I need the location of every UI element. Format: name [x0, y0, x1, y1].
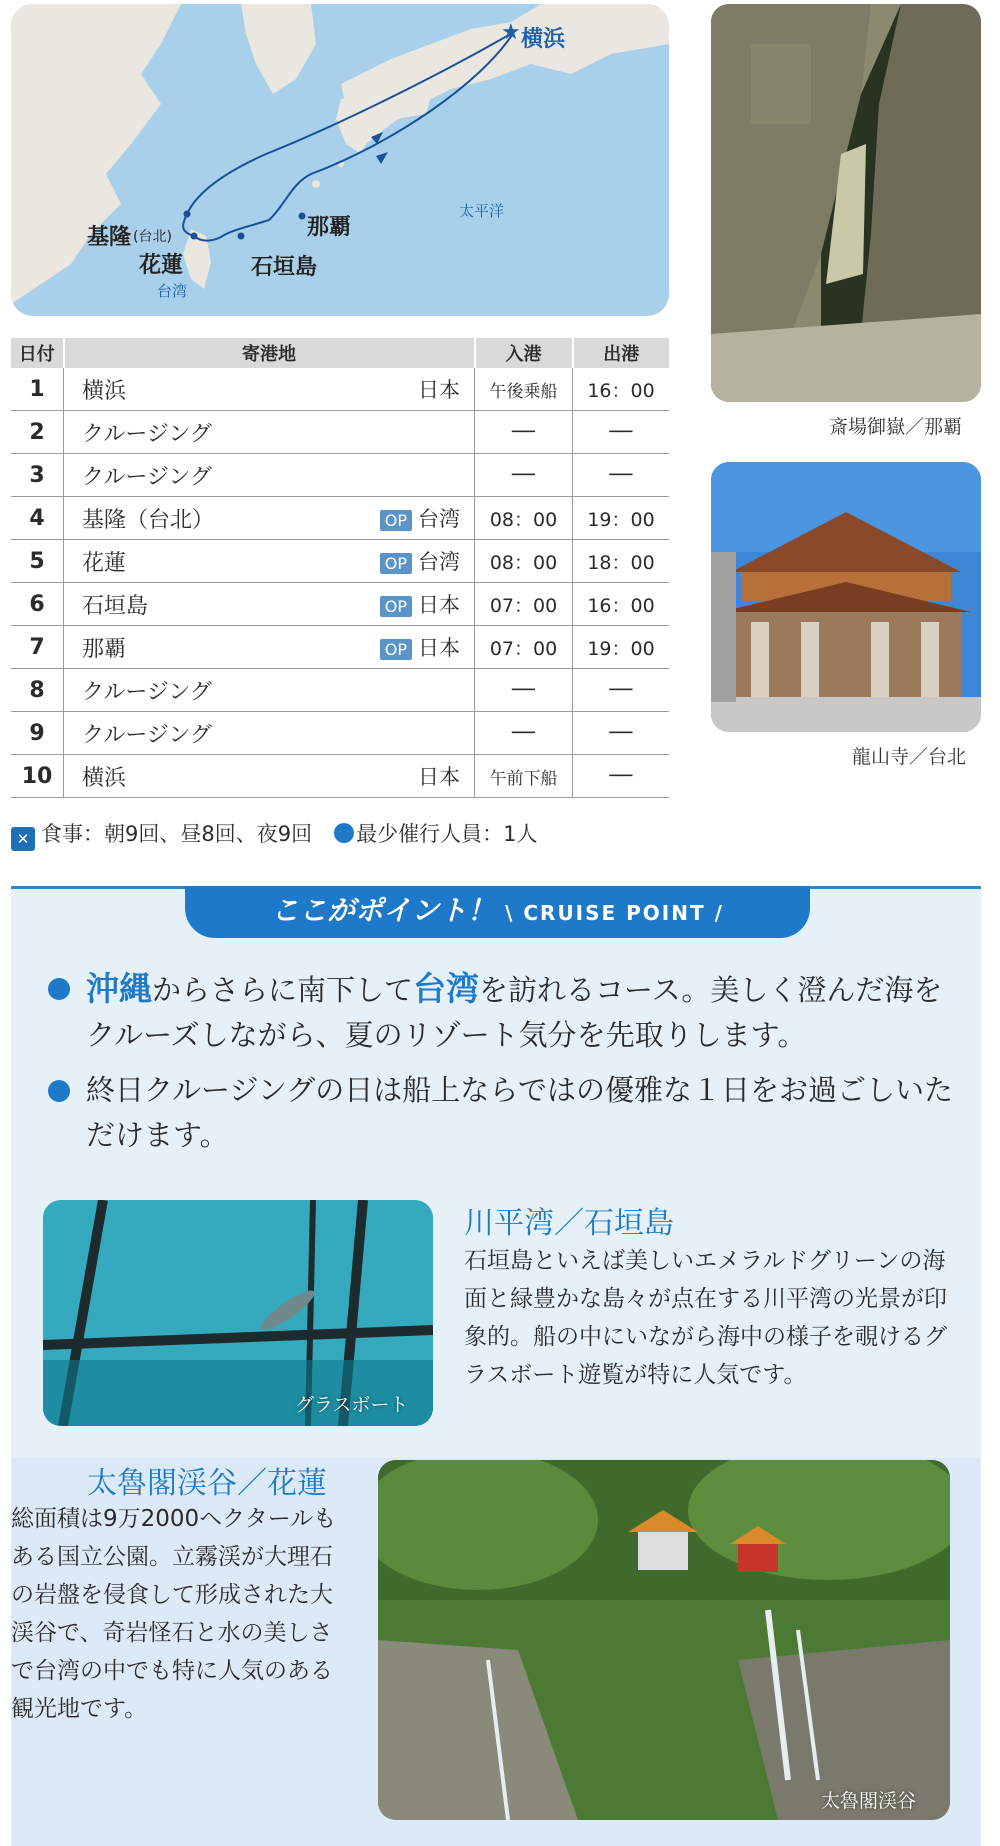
country-name: 日本: [418, 636, 460, 660]
map-label-yokohama: 横浜: [521, 27, 566, 52]
map-graphic: [11, 4, 669, 316]
port-name: クルージング: [82, 679, 212, 705]
depart-cell: 18：00: [573, 540, 670, 583]
table-row: [11, 411, 669, 454]
country: [380, 503, 460, 533]
arrive-cell: 午前下船: [475, 755, 573, 798]
day-cell: 2: [11, 411, 64, 454]
port-cell: [64, 583, 475, 626]
port-name: 花蓮: [82, 550, 127, 576]
port-cell: [64, 540, 475, 583]
longshan-temple-image: [711, 462, 981, 732]
tour-notes: [11, 818, 537, 851]
port-name: クルージング: [82, 722, 212, 748]
map-label-pacific: 太平洋: [459, 202, 505, 220]
header-port: 寄港地: [64, 338, 475, 368]
map-label-hualien: 花蓮: [139, 253, 184, 278]
day-cell: 6: [11, 583, 64, 626]
port-cell: [64, 712, 475, 755]
taroko-caption: 太魯閣渓谷: [821, 1790, 917, 1812]
day-cell: 9: [11, 712, 64, 755]
table-header-row: [11, 338, 669, 368]
bullet-text-part: を訪れるコース。美しく澄んだ海をクルーズしながら、夏のリゾート気分を先取りします。: [86, 973, 943, 1052]
port-cell: [64, 669, 475, 712]
sefa-utaki-image: [711, 4, 981, 402]
min-people-text: 最少催行人員：1人: [356, 822, 538, 846]
depart-cell: 19：00: [573, 497, 670, 540]
highlight-okinawa: 沖縄: [86, 969, 152, 1008]
op-badge: OP: [380, 596, 412, 617]
port-name: クルージング: [82, 464, 212, 490]
map-label-keelung: 基隆: [87, 225, 132, 250]
port-cell: [64, 454, 475, 497]
op-badge: OP: [380, 510, 412, 531]
table-row: [11, 712, 669, 755]
bullet-icon: [48, 1080, 70, 1102]
day-cell: 10: [11, 755, 64, 798]
arrive-cell: ──: [475, 411, 573, 454]
heading-jp: ここがポイント！: [271, 894, 496, 927]
map-star-icon: ★: [501, 20, 521, 45]
country-name: 日本: [418, 593, 460, 617]
op-badge: OP: [380, 639, 412, 660]
header-day: 日付: [11, 338, 64, 368]
port-cell: [64, 497, 475, 540]
longshan-temple-caption: 龍山寺／台北: [852, 746, 967, 768]
map-label-ishigaki: 石垣島: [251, 255, 318, 280]
depart-cell: 16：00: [573, 583, 670, 626]
port-cell: [64, 411, 475, 454]
taroko-photo: [378, 1460, 950, 1820]
arrive-cell: 07：00: [475, 626, 573, 669]
bullet-text: 終日クルージングの日は船上ならではの優雅な１日をお過ごしいただけます。: [86, 1073, 953, 1152]
op-badge: OP: [380, 553, 412, 574]
table-row: [11, 454, 669, 497]
depart-cell: 16：00: [573, 368, 670, 411]
table-row: [11, 626, 669, 669]
port-cell: [64, 626, 475, 669]
meals-text: 食事：朝9回、昼8回、夜9回: [41, 822, 313, 846]
day-cell: 8: [11, 669, 64, 712]
header-arrive: 入港: [475, 338, 573, 368]
depart-cell: ──: [573, 712, 670, 755]
port-name: 横浜: [82, 765, 127, 791]
taroko-image: [378, 1460, 950, 1820]
arrive-cell: 08：00: [475, 497, 573, 540]
arrive-cell: 07：00: [475, 583, 573, 626]
port-name: 基隆（台北）: [82, 507, 215, 533]
country: [380, 632, 460, 662]
header-depart: 出港: [573, 338, 670, 368]
cruise-point-heading: [185, 886, 810, 938]
arrive-cell: 08：00: [475, 540, 573, 583]
table-row: [11, 583, 669, 626]
bullet-icon: [48, 978, 70, 1000]
route-map: [11, 4, 669, 316]
country: [380, 546, 460, 576]
port-name: 横浜: [82, 378, 127, 404]
glass-boat-caption: グラスボート: [295, 1394, 409, 1416]
day-cell: 3: [11, 454, 64, 497]
table-row: [11, 669, 669, 712]
day-cell: 5: [11, 540, 64, 583]
day-cell: 4: [11, 497, 64, 540]
port-name: クルージング: [82, 421, 212, 447]
point-bullet-2: [48, 1068, 953, 1158]
itinerary-table: [11, 338, 669, 798]
kabira-title: 川平湾／石垣島: [464, 1206, 674, 1241]
map-label-keelung-sub: (台北): [133, 229, 172, 245]
heading-en: \ CRUISE POINT /: [505, 901, 724, 925]
country-name: 台湾: [418, 550, 460, 574]
country: 日本: [418, 765, 460, 789]
depart-cell: ──: [573, 669, 670, 712]
table-row: [11, 540, 669, 583]
depart-cell: ──: [573, 454, 670, 497]
bullet-icon: [334, 823, 354, 843]
arrive-cell: ──: [475, 454, 573, 497]
arrive-cell: ──: [475, 669, 573, 712]
day-cell: 1: [11, 368, 64, 411]
table-row: [11, 497, 669, 540]
map-label-naha: 那覇: [307, 215, 352, 240]
port-cell: [64, 755, 475, 798]
taroko-body: 総面積は9万2000ヘクタールもある国立公園。立霧渓が大理石の岩盤を侵食して形成された大渓谷で、奇岩怪石と水の美しさで台湾の中でも特に人気のある観光地です。: [11, 1506, 337, 1722]
taroko-title: 太魯閣渓谷／花蓮: [87, 1466, 327, 1501]
bullet-text-part: からさらに南下して: [152, 973, 414, 1007]
day-cell: 7: [11, 626, 64, 669]
country: 日本: [418, 378, 460, 402]
kabira-body: 石垣島といえば美しいエメラルドグリーンの海面と緑豊かな島々が点在する川平湾の光景が印象的。船の中にいながら海中の様子を覗けるグラスボート遊覧が特に人気です。: [464, 1248, 947, 1388]
longshan-temple-photo: [711, 462, 981, 732]
map-label-taiwan: 台湾: [157, 282, 188, 300]
table-row: [11, 755, 669, 798]
bullet-text: [48, 966, 953, 1058]
port-cell: [64, 368, 475, 411]
depart-cell: ──: [573, 411, 670, 454]
point-bullet-1: [48, 966, 953, 1058]
sefa-utaki-photo: [711, 4, 981, 402]
port-name: 石垣島: [82, 593, 149, 619]
highlight-taiwan: 台湾: [413, 969, 480, 1008]
meal-icon: ✕: [11, 827, 35, 851]
sefa-utaki-caption: 斎場御嶽／那覇: [829, 416, 963, 438]
depart-cell: 19：00: [573, 626, 670, 669]
table-row: [11, 368, 669, 411]
depart-cell: ──: [573, 755, 670, 798]
arrive-cell: ──: [475, 712, 573, 755]
port-name: 那覇: [82, 636, 127, 662]
country: [380, 589, 460, 619]
country-name: 台湾: [418, 507, 460, 531]
arrive-cell: 午後乗船: [475, 368, 573, 411]
